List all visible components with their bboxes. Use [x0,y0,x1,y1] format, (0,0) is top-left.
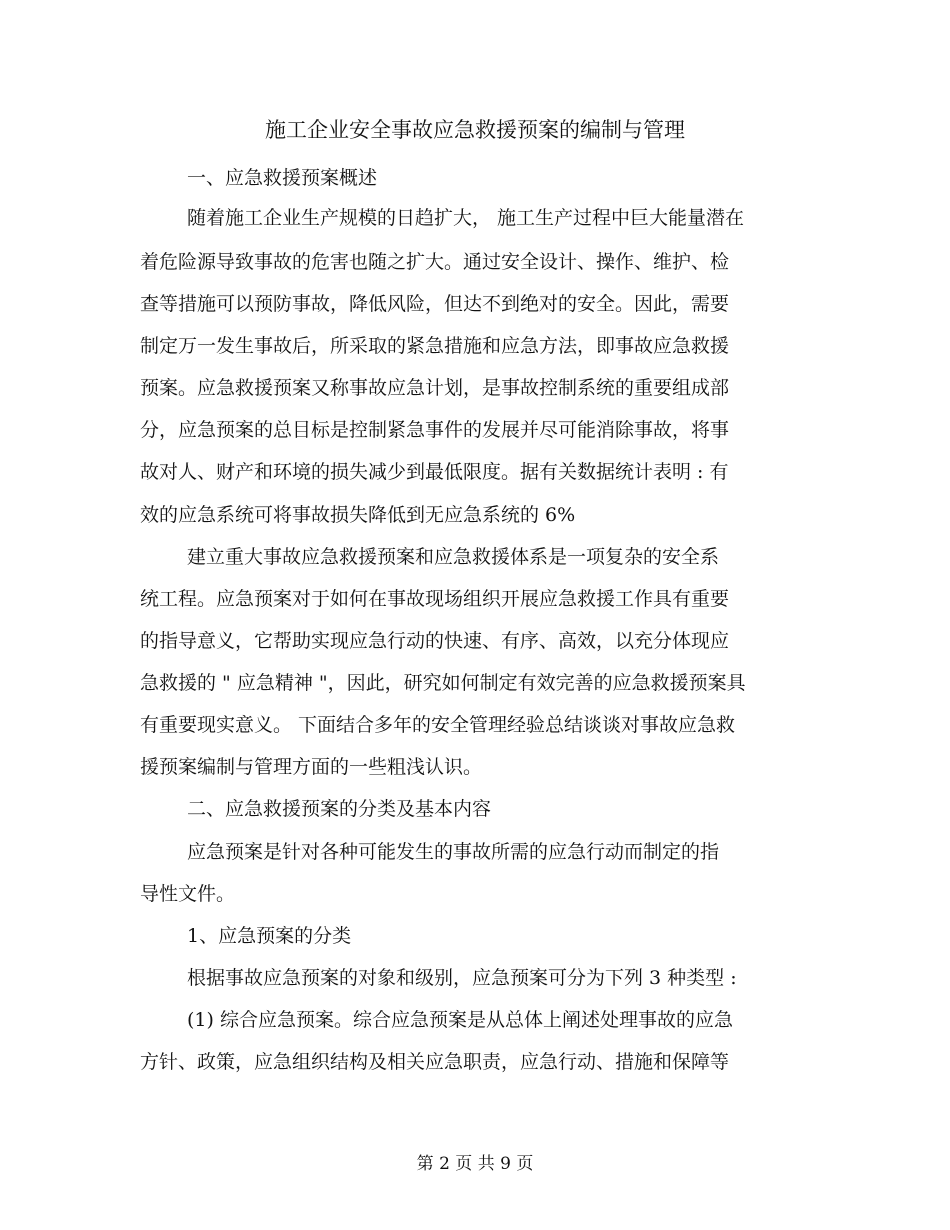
paragraph-line: 效的应急系统可将事故损失降低到无应急系统的 6% [140,504,576,526]
paragraph-line: 着危险源导致事故的危害也随之扩大。通过安全设计、操作、维护、检 [140,251,730,273]
paragraph-line: 查等措施可以预防事故，降低风险，但达不到绝对的安全。因此，需要 [140,293,730,315]
paragraph-line: 故对人、财产和环境的损失减少到最低限度。据有关数据统计表明 : 有 [140,461,729,483]
section-heading: 一、应急救援预案概述 [187,167,378,189]
paragraph-line: 有重要现实意义。 下面结合多年的安全管理经验总结谈谈对事故应急救 [140,714,736,736]
paragraph-line: 分，应急预案的总目标是控制紧急事件的发展并尽可能消除事故，将事 [140,419,730,441]
paragraph-line: 统工程。应急预案对于如何在事故现场组织开展应急救援工作具有重要 [140,588,730,610]
paragraph-line: 援预案编制与管理方面的一些粗浅认识。 [140,756,483,778]
paragraph-line: 急救援的 " 应急精神 "，因此，研究如何制定有效完善的应急救援预案具 [140,672,746,694]
paragraph-line: (1) 综合应急预案。综合应急预案是从总体上阐述处理事故的应急 [187,1009,733,1031]
paragraph-line: 制定万一发生事故后，所采取的紧急措施和应急方法，即事故应急救援 [140,335,730,357]
paragraph-line: 导性文件。 [140,883,236,905]
subsection-heading: 1、应急预案的分类 [187,925,352,947]
paragraph-line: 应急预案是针对各种可能发生的事故所需的应急行动而制定的指 [187,841,720,863]
paragraph-line: 的指导意义，它帮助实现应急行动的快速、有序、高效，以充分体现应 [140,630,730,652]
paragraph-line: 根据事故应急预案的对象和级别，应急预案可分为下列 3 种类型 : [187,967,737,989]
page-number-footer: 第 2 页 共 9 页 [416,1154,534,1174]
section-heading: 二、应急救援预案的分类及基本内容 [187,798,492,820]
paragraph-line: 建立重大事故应急救援预案和应急救援体系是一项复杂的安全系 [187,546,720,568]
paragraph-line: 方针、政策，应急组织结构及相关应急职责，应急行动、措施和保障等 [140,1051,730,1073]
document-title: 施工企业安全事故应急救援预案的编制与管理 [265,118,685,142]
paragraph-line: 随着施工企业生产规模的日趋扩大， 施工生产过程中巨大能量潜在 [187,207,745,229]
paragraph-line: 预案。应急救援预案又称事故应急计划，是事故控制系统的重要组成部 [140,377,730,399]
